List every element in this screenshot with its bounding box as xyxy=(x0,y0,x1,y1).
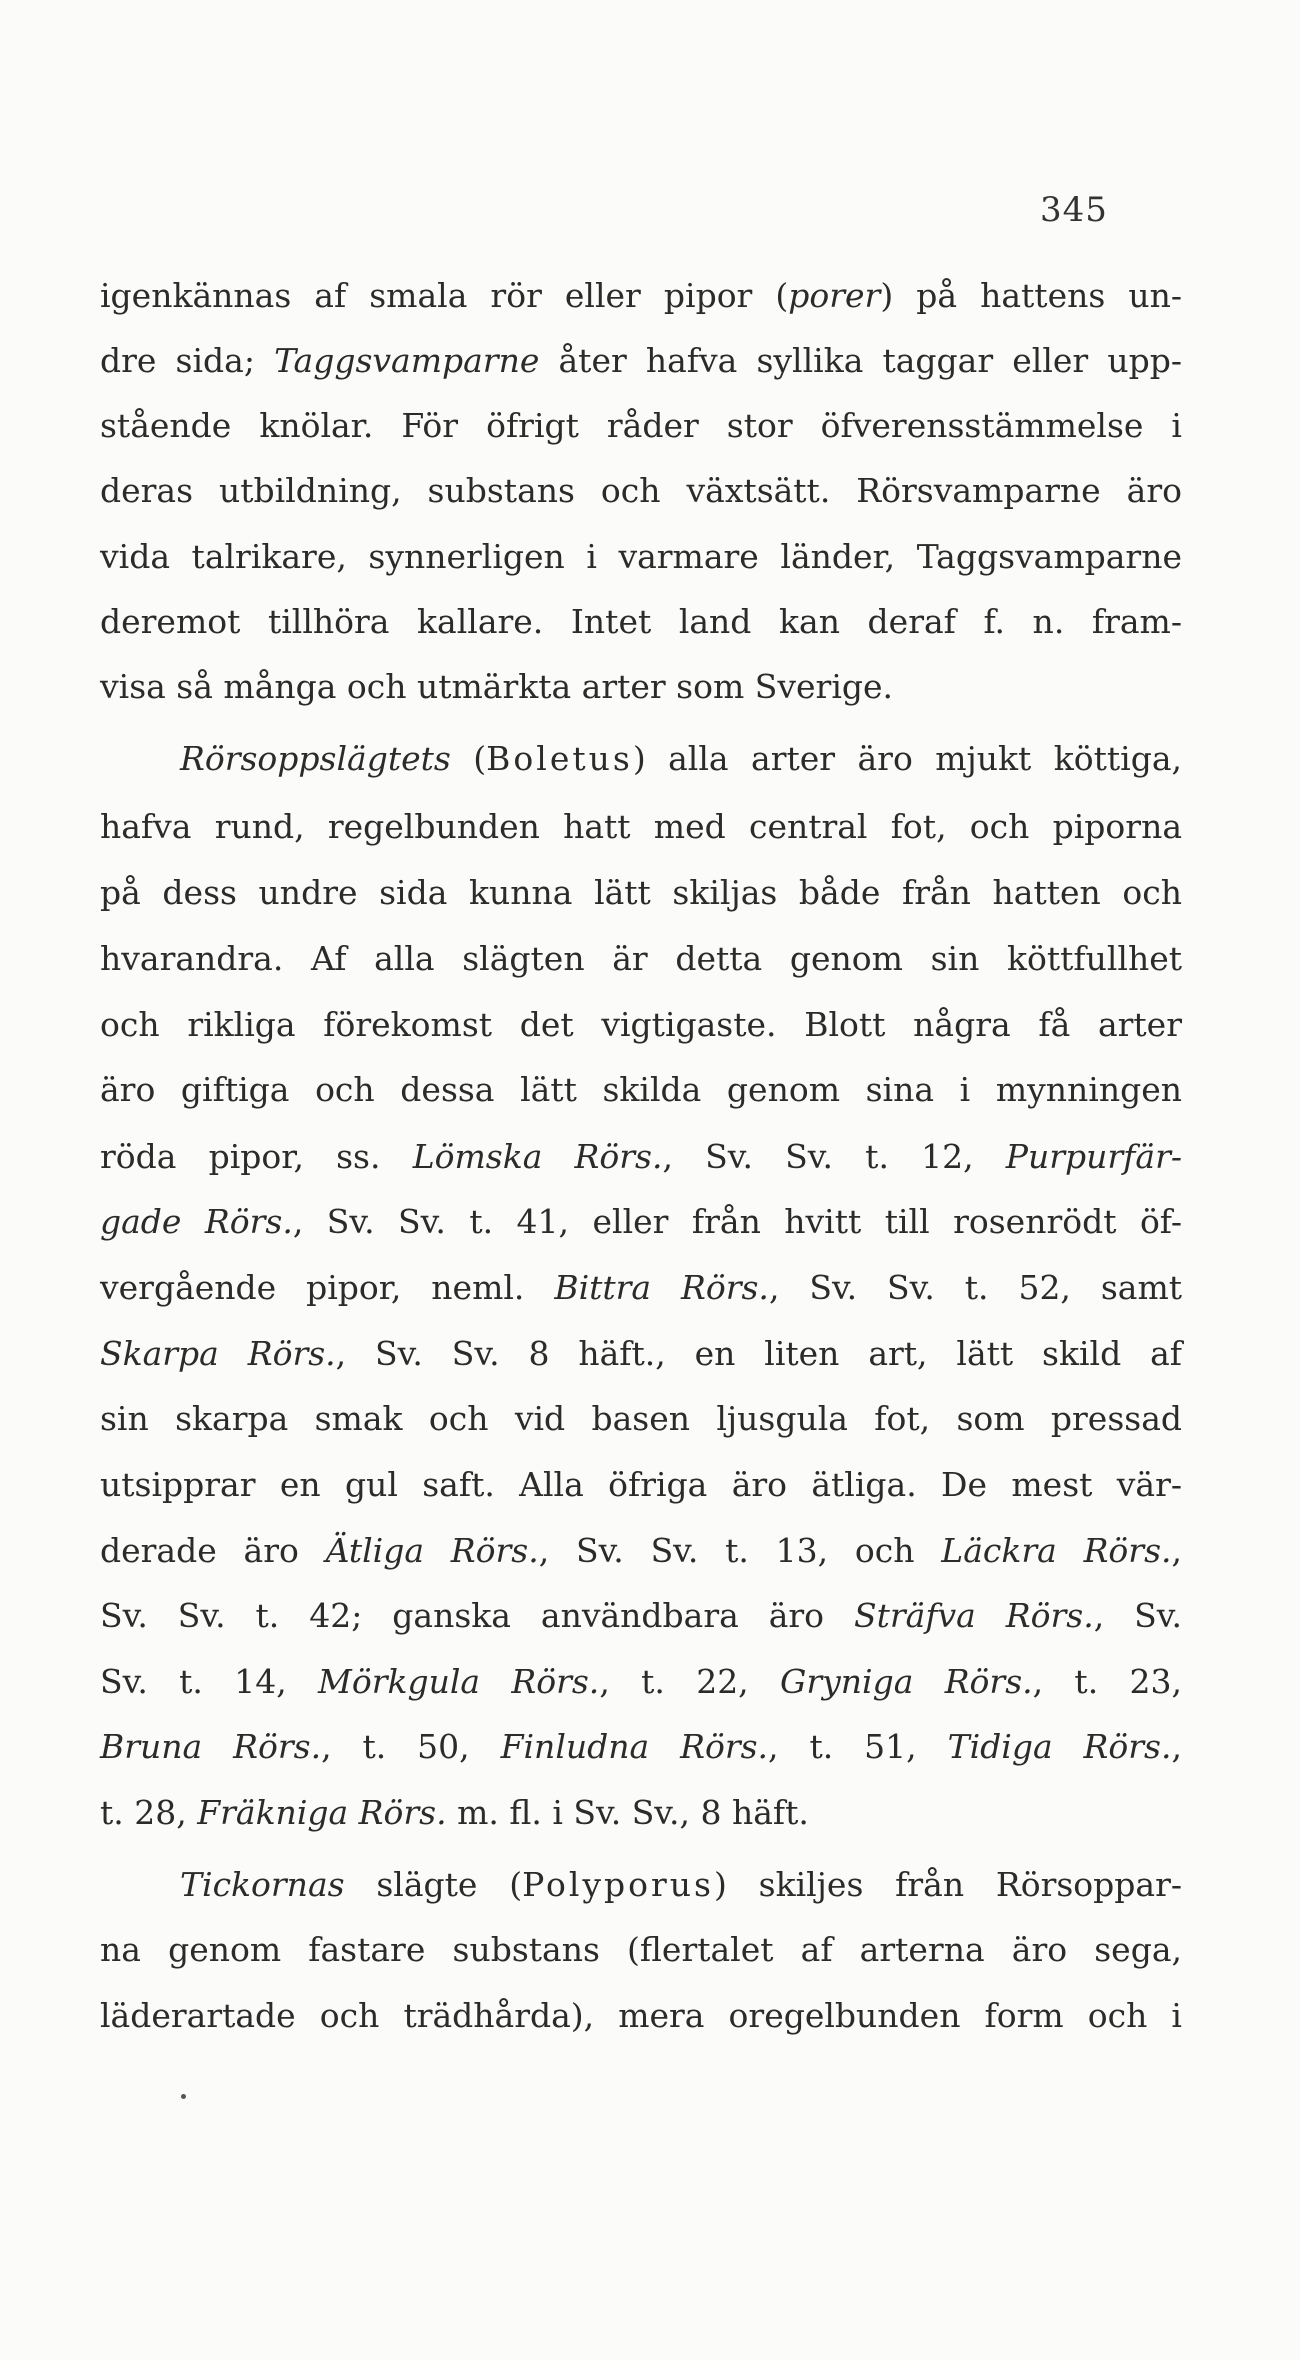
text-line xyxy=(100,862,1182,924)
text-segment: igenkännas af smala rör eller pipor ( xyxy=(100,276,789,315)
text-segment: dre sida; xyxy=(100,341,275,380)
text-line xyxy=(100,1854,1182,1916)
italic-term: gade Rörs. xyxy=(100,1202,293,1241)
text-segment: slägte ( xyxy=(344,1865,523,1904)
italic-term: Mörkgula Rörs. xyxy=(318,1662,600,1701)
text-segment: ) skiljes från Rörsoppar- xyxy=(713,1865,1183,1904)
page-number: 345 xyxy=(1040,190,1108,230)
text-segment: utsipprar en gul saft. Alla öfriga äro ätliga. De mest vär- xyxy=(100,1465,1182,1504)
text-segment: , xyxy=(1171,1727,1182,1766)
text-line xyxy=(100,1985,1182,2047)
text-line xyxy=(100,1585,1182,1647)
text-segment: , Sv. Sv. t. 13, och xyxy=(538,1531,942,1570)
text-line xyxy=(100,330,1182,392)
text-segment: vida talrikare, synnerligen i varmare länder, Taggsvamparne xyxy=(100,537,1182,576)
text-segment: , Sv. Sv. 8 häft., en liten art, lätt skild af xyxy=(335,1334,1182,1373)
text-segment: ) alla arter äro mjukt köttiga, xyxy=(632,739,1182,778)
text-segment: derade äro xyxy=(100,1531,326,1570)
italic-term: Purpurfär- xyxy=(1005,1137,1182,1176)
italic-term: Fräkniga Rörs. xyxy=(197,1793,447,1832)
text-segment: , t. 22, xyxy=(599,1662,780,1701)
text-segment: , Sv. Sv. t. 12, xyxy=(662,1137,1006,1176)
text-segment: m. fl. i Sv. Sv., 8 häft. xyxy=(446,1793,809,1832)
text-line xyxy=(100,1257,1182,1319)
text-segment: vergående pipor, neml. xyxy=(100,1268,555,1307)
text-segment: läderartade och trädhårda), mera oregelbunden form och i xyxy=(100,1996,1182,2035)
text-line xyxy=(100,1782,1182,1844)
italic-term: Tickornas xyxy=(180,1865,345,1904)
text-segment: , Sv. Sv. t. 52, samt xyxy=(768,1268,1182,1307)
italic-term: Sträfva Rörs. xyxy=(854,1596,1094,1635)
text-segment: na genom fastare substans (flertalet af arterna äro sega, xyxy=(100,1930,1182,1969)
text-segment: och rikliga förekomst det vigtigaste. Blott några få arter xyxy=(100,1005,1182,1044)
text-segment: Sv. t. 14, xyxy=(100,1662,319,1701)
italic-term: Tidiga Rörs. xyxy=(947,1727,1172,1766)
text-segment: visa så många och utmärkta arter som Sverige. xyxy=(100,667,894,706)
text-segment: t. 28, xyxy=(100,1793,198,1832)
italic-term: Taggsvamparne xyxy=(274,341,540,380)
italic-term: Läckra Rörs. xyxy=(941,1531,1172,1570)
text-line xyxy=(100,591,1182,653)
text-line xyxy=(100,1059,1182,1121)
text-line xyxy=(100,1454,1182,1516)
text-segment: , Sv. xyxy=(1093,1596,1182,1635)
ink-speck xyxy=(181,2094,186,2099)
text-line xyxy=(100,796,1182,858)
text-line xyxy=(100,460,1182,522)
text-segment: ) på hattens un- xyxy=(880,276,1182,315)
spaced-genus-name: Boletus xyxy=(486,739,633,778)
text-segment: Sv. Sv. t. 42; ganska användbara äro xyxy=(100,1596,854,1635)
text-segment: , xyxy=(1171,1531,1182,1570)
text-segment: åter hafva syllika taggar eller upp- xyxy=(539,341,1182,380)
text-segment: röda pipor, ss. xyxy=(100,1137,413,1176)
text-segment: , Sv. Sv. t. 41, eller från hvitt till rosenrödt öf- xyxy=(292,1202,1182,1241)
text-line xyxy=(100,1126,1182,1188)
text-segment: hvarandra. Af alla slägten är detta genom sin köttfullhet xyxy=(100,939,1182,978)
text-segment: , t. 50, xyxy=(321,1727,501,1766)
text-segment: på dess undre sida kunna lätt skiljas både från hatten och xyxy=(100,873,1182,912)
text-segment: , t. 51, xyxy=(768,1727,948,1766)
text-segment: sin skarpa smak och vid basen ljusgula fot, som pressad xyxy=(100,1399,1182,1438)
spaced-genus-name: Polyporus xyxy=(522,1865,714,1904)
text-segment: deras utbildning, substans och växtsätt. Rörsvamparne äro xyxy=(100,471,1182,510)
text-segment: ( xyxy=(450,739,487,778)
italic-term: Bittra Rörs. xyxy=(554,1268,769,1307)
text-segment: stående knölar. För öfrigt råder stor öfverensstämmelse i xyxy=(100,406,1182,445)
text-segment: hafva rund, regelbunden hatt med central fot, och piporna xyxy=(100,807,1182,846)
text-segment: deremot tillhöra kallare. Intet land kan deraf f. n. fram- xyxy=(100,602,1182,641)
text-segment: äro giftiga och dessa lätt skilda genom sina i mynningen xyxy=(100,1070,1182,1109)
text-line xyxy=(100,928,1182,990)
italic-term: Gryniga Rörs. xyxy=(780,1662,1033,1701)
italic-term: Ätliga Rörs. xyxy=(325,1531,539,1570)
italic-term: Bruna Rörs. xyxy=(100,1727,322,1766)
text-line xyxy=(100,1323,1182,1385)
text-line xyxy=(100,1919,1182,1981)
text-line xyxy=(100,395,1182,457)
text-line xyxy=(100,994,1182,1056)
text-line xyxy=(100,1191,1182,1253)
text-line xyxy=(100,1716,1182,1778)
italic-term: Finludna Rörs. xyxy=(500,1727,769,1766)
text-line xyxy=(100,656,1182,718)
text-line xyxy=(100,1520,1182,1582)
italic-term: Rörsoppslägtets xyxy=(180,739,451,778)
text-line xyxy=(100,1388,1182,1450)
italic-term: porer xyxy=(788,276,881,315)
italic-term: Lömska Rörs. xyxy=(412,1137,663,1176)
text-line xyxy=(100,1651,1182,1713)
text-line xyxy=(100,265,1182,327)
text-line xyxy=(100,526,1182,588)
text-segment: , t. 23, xyxy=(1032,1662,1182,1701)
italic-term: Skarpa Rörs. xyxy=(100,1334,336,1373)
text-line xyxy=(100,728,1182,790)
